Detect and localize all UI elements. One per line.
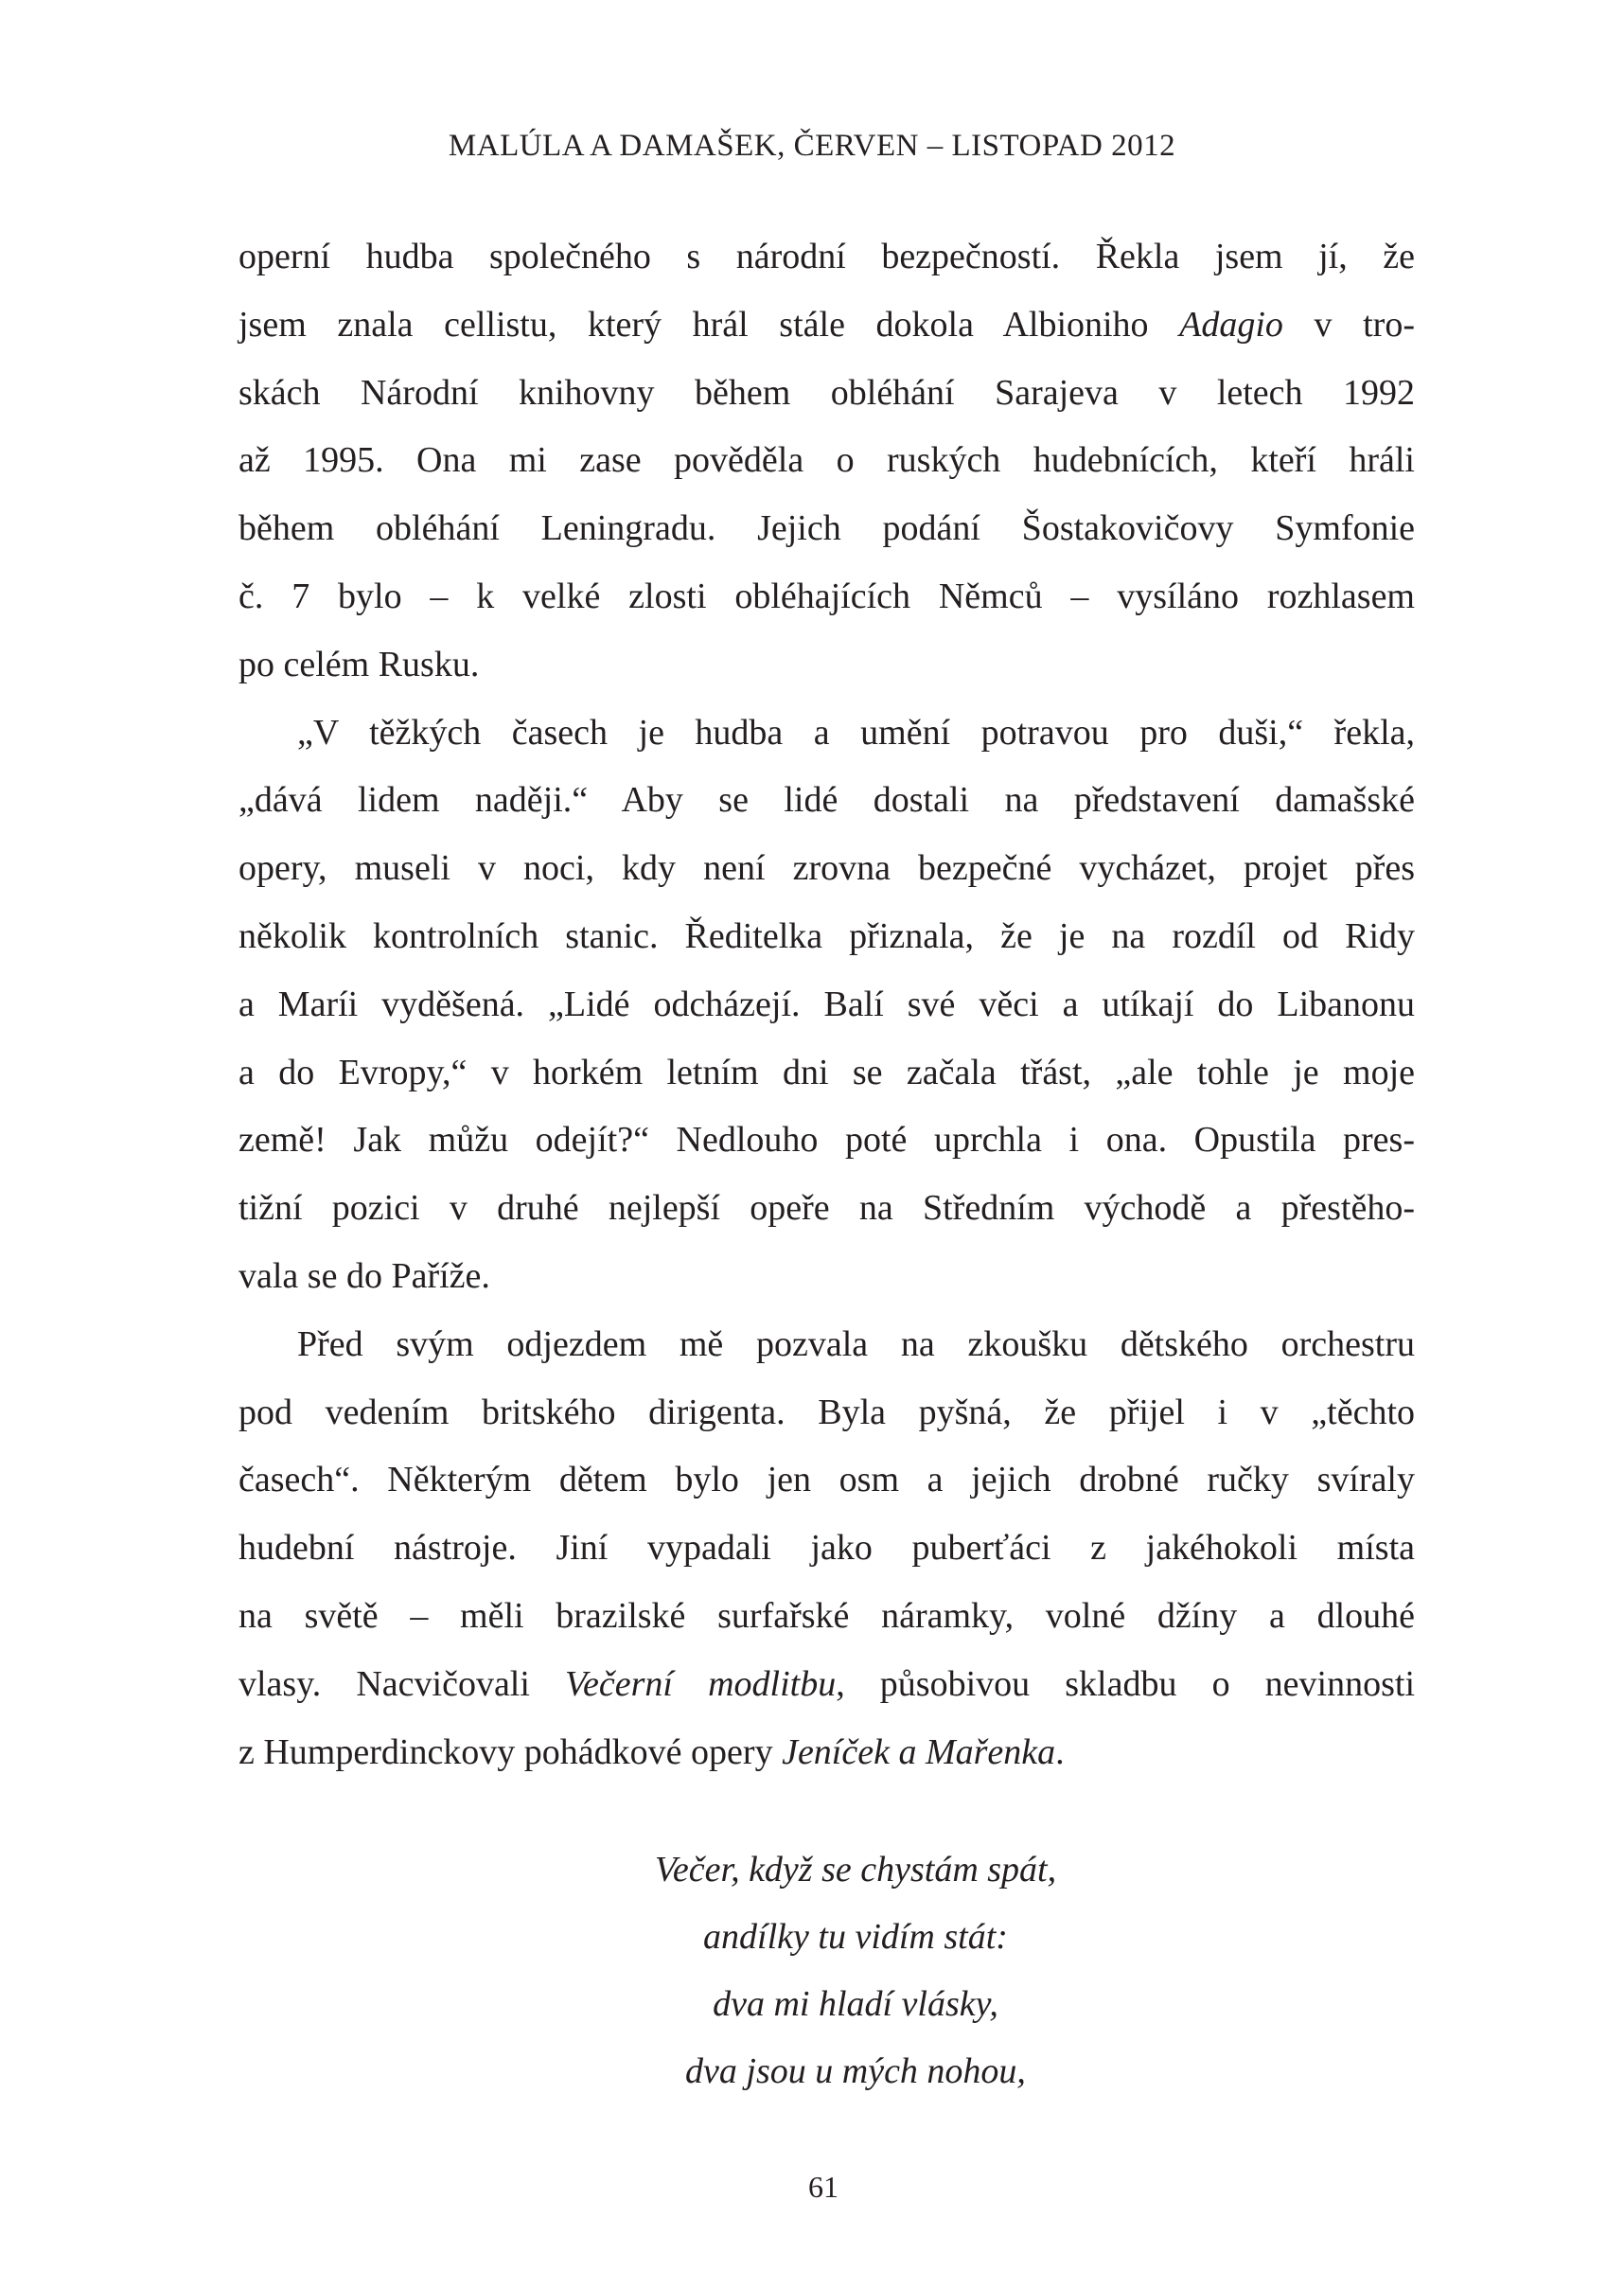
text-segment: po celém Rusku. (238, 644, 480, 684)
text-segment: , působivou skladbu o nevinnosti (836, 1663, 1415, 1704)
text-segment: časech“. Některým dětem bylo jen osm a jejich drobné ručky svíraly (238, 1460, 1415, 1500)
text-segment: č. 7 bylo – k velké zlosti obléhajících Němců – vysíláno rozhlasem (238, 576, 1415, 616)
text-line (238, 495, 1415, 563)
text-segment: „V těžkých časech je hudba a umění potravou pro duši,“ řekla, (297, 712, 1415, 753)
text-line (238, 903, 1415, 971)
italic-title: Jeníček a Mařenka (782, 1731, 1056, 1772)
italic-title: Adagio (1179, 304, 1283, 345)
text-line (238, 1446, 1415, 1515)
text-line (238, 1583, 1415, 1651)
poem-excerpt (0, 1837, 1624, 2105)
text-segment: vala se do Paříže. (238, 1255, 490, 1296)
text-segment: v tro- (1282, 304, 1415, 345)
text-segment: a do Evropy,“ v horkém letním dni se začala třást, „ale tohle je moje (238, 1052, 1415, 1092)
text-line (238, 700, 1415, 768)
text-line (238, 563, 1415, 631)
poem-line: Večer, když se chystám spát, (654, 1850, 1057, 1890)
text-segment: pod vedením britského dirigenta. Byla pyšná, že přijel i v „těchto (238, 1392, 1415, 1432)
text-segment: na světě – měli brazilské surfařské náramky, volné džíny a dlouhé (238, 1595, 1415, 1636)
text-line (238, 971, 1415, 1039)
text-segment: skách Národní knihovny během obléhání Sarajeva v letech 1992 (238, 372, 1415, 413)
text-segment: země! Jak můžu odejít?“ Nedlouho poté uprchla i ona. Opustila pres- (238, 1120, 1415, 1161)
text-segment: operní hudba společného s národní bezpečností. Řekla jsem jí, že (238, 237, 1415, 276)
text-segment: opery, museli v noci, kdy není zrovna bezpečné vycházet, projet přes (238, 848, 1415, 889)
text-line (238, 1719, 1415, 1787)
text-segment: jsem znala cellistu, který hrál stále dokola Albioniho (238, 304, 1180, 345)
text-line (238, 1379, 1415, 1447)
text-segment: z Humperdinckovy pohádkové opery (238, 1731, 783, 1772)
text-line (238, 427, 1415, 495)
text-line (238, 1175, 1415, 1243)
text-segment: „dává lidem naději.“ Aby se lidé dostali na představení damašské (238, 780, 1415, 821)
page-number: 61 (808, 2170, 838, 2204)
text-segment: vlasy. Nacvičovali (238, 1663, 566, 1704)
text-segment: až 1995. Ona mi zase pověděla o ruských hudebnících, kteří hráli (238, 440, 1415, 481)
text-line (238, 292, 1415, 360)
text-line (238, 835, 1415, 903)
text-line (238, 223, 1415, 292)
text-line (238, 1515, 1415, 1583)
text-line (238, 767, 1415, 835)
running-header: MALÚLA A DAMAŠEK, ČERVEN – LISTOPAD 2012 (448, 129, 1176, 163)
body-text (238, 223, 1415, 1786)
poem-line: andílky tu vidím stát: (703, 1917, 1008, 1957)
text-segment: Před svým odjezdem mě pozvala na zkoušku dětského orchestru (297, 1323, 1415, 1364)
text-segment: tižní pozici v druhé nejlepší opeře na Středním východě a přestěho- (238, 1188, 1415, 1229)
text-line (238, 1039, 1415, 1108)
text-segment: a Maríi vyděšená. „Lidé odcházejí. Balí své věci a utíkají do Libanonu (238, 984, 1415, 1024)
text-line (238, 1651, 1415, 1719)
poem-line: dva jsou u mých nohou, (685, 2051, 1026, 2091)
text-segment: několik kontrolních stanic. Ředitelka přiznala, že je na rozdíl od Ridy (238, 915, 1415, 956)
poem-line: dva mi hladí vlásky, (713, 1984, 998, 2024)
text-line (238, 1243, 1415, 1311)
text-line (238, 631, 1415, 700)
italic-title: Večerní modlitbu (565, 1663, 837, 1704)
text-segment: . (1055, 1731, 1065, 1772)
text-segment: hudební nástroje. Jiní vypadali jako puberťáci z jakéhokoli místa (238, 1528, 1415, 1569)
text-line (238, 1107, 1415, 1175)
text-line (238, 360, 1415, 428)
text-line (238, 1311, 1415, 1379)
text-segment: během obléhání Leningradu. Jejich podání Šostakovičovy Symfonie (238, 508, 1415, 549)
